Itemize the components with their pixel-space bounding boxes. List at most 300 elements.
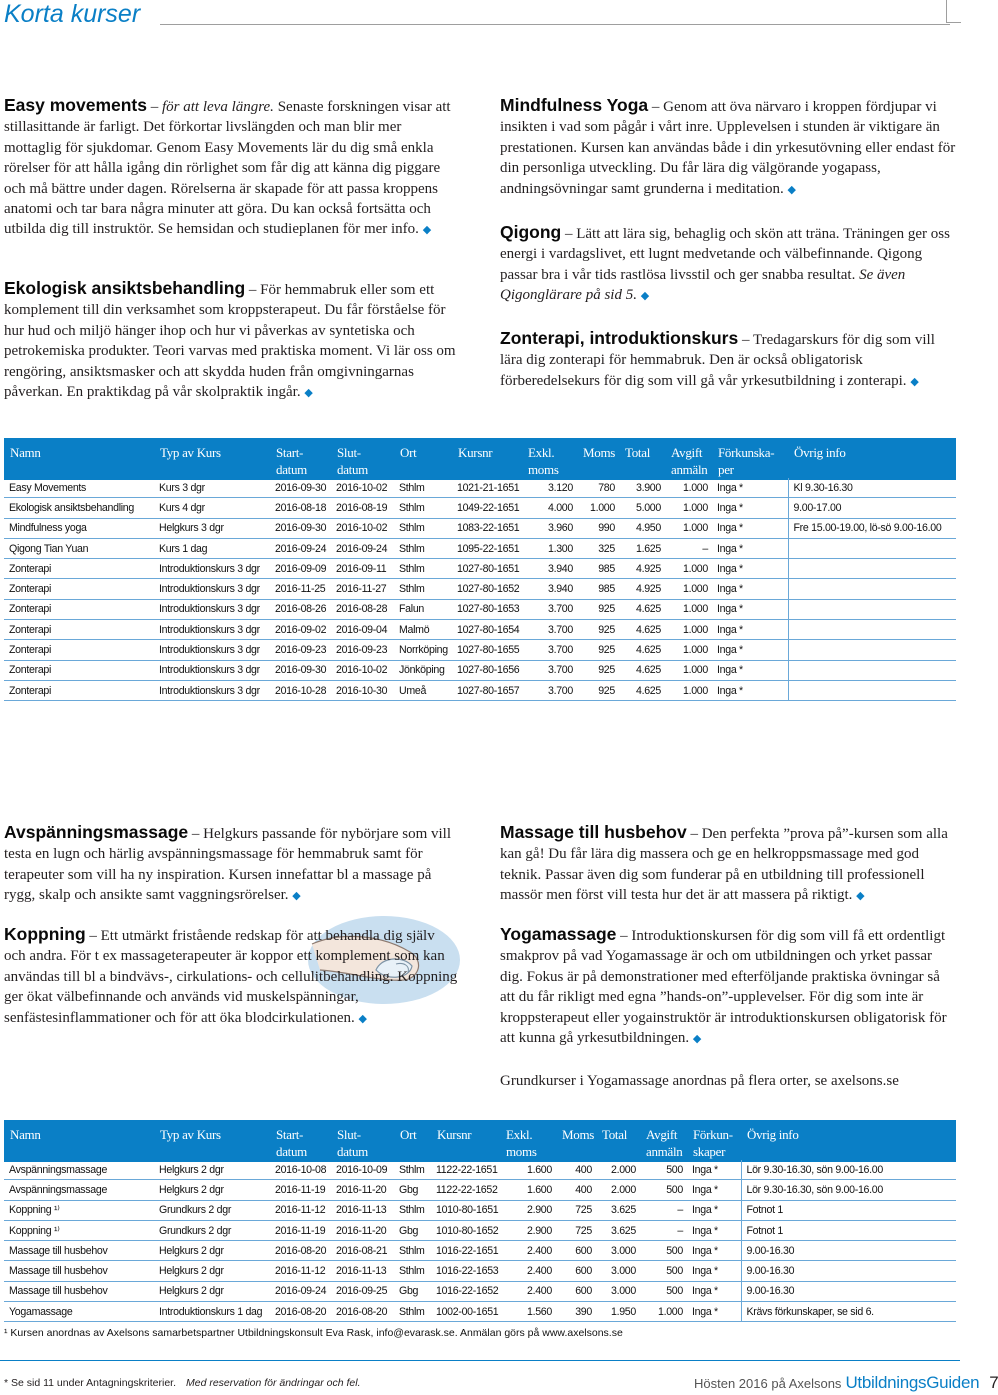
- table-row: [4, 1261, 956, 1281]
- table-cell: Sthlm: [394, 498, 452, 518]
- table-cell: 2016-11-19: [270, 1220, 331, 1240]
- table-cell: 2016-11-13: [331, 1261, 394, 1281]
- table-cell: Inga *: [712, 498, 788, 518]
- table-cell: 600: [556, 1281, 596, 1301]
- footer-reservation: Med reservation för ändringar och fel.: [186, 1377, 361, 1389]
- article-heading: Qigong: [500, 222, 562, 242]
- table-cell: 1.000: [640, 1302, 687, 1322]
- column-header: Avgift anmäln: [646, 1127, 683, 1159]
- table-cell: 1.000: [665, 620, 712, 640]
- table-cell: 4.625: [619, 599, 665, 619]
- brand-logo: UtbildningsGuiden: [845, 1373, 980, 1392]
- table-cell: Sthlm: [394, 1160, 431, 1180]
- table-cell: Sthlm: [394, 518, 452, 538]
- table-cell: Massage till husbehov: [4, 1241, 154, 1261]
- table-cell: 2.000: [596, 1180, 640, 1200]
- end-mark-icon: ◆: [292, 890, 301, 903]
- column-header: Slut- datum: [337, 1127, 368, 1159]
- table-cell: Inga *: [687, 1160, 741, 1180]
- table-cell: 600: [556, 1261, 596, 1281]
- table-cell: 1016-22-1651: [431, 1241, 500, 1261]
- table-cell: Introduktionskurs 3 dgr: [154, 660, 270, 680]
- table-row: [4, 1241, 956, 1261]
- table-cell: Koppning ¹⁾: [4, 1200, 154, 1220]
- table-cell: 1.300: [522, 538, 577, 558]
- table-cell: [788, 640, 956, 660]
- table-cell: 2016-09-02: [270, 620, 331, 640]
- table-cell: 1.000: [665, 559, 712, 579]
- column-header: Ort: [400, 445, 417, 460]
- table-cell: 2.900: [500, 1220, 556, 1240]
- table-cell: 2016-08-26: [270, 599, 331, 619]
- table-cell: 3.000: [596, 1261, 640, 1281]
- article-heading: Easy movements: [4, 95, 147, 115]
- table-cell: 4.925: [619, 579, 665, 599]
- article-body: Genom att öva närvaro i kroppen fördjupar vi insikten i vad som pågår i vårt inre. Upplevelsen i stunden är viktigare än prestationen. Kursen kan användas både i din yrkesutövning eller endast för din personliga utveckling. Du får lära dig välgörande yogapass, andningsövningar samt grunderna i meditation.: [500, 99, 956, 197]
- column-header: Förkun- skaper: [693, 1127, 733, 1159]
- table-row: [4, 620, 956, 640]
- table-cell: 1.000: [665, 599, 712, 619]
- table-cell: Easy Movements: [4, 478, 154, 498]
- table-cell: –: [640, 1220, 687, 1240]
- table-cell: Lör 9.30-16.30, sön 9.00-16.00: [741, 1180, 956, 1200]
- article-heading: Yogamassage: [500, 924, 617, 944]
- table-cell: 2016-11-12: [270, 1200, 331, 1220]
- table-cell: Inga *: [687, 1281, 741, 1301]
- table-cell: 600: [556, 1241, 596, 1261]
- table-cell: Sthlm: [394, 579, 452, 599]
- table-cell: Helgkurs 2 dgr: [154, 1281, 270, 1301]
- table-cell: 3.700: [522, 660, 577, 680]
- table-cell: Jönköping: [394, 660, 452, 680]
- table-cell: 1002-00-1651: [431, 1302, 500, 1322]
- table-cell: 2016-08-21: [331, 1241, 394, 1261]
- article-zonterapi: Zonterapi, introduktionskurs – Tredagarskurs för dig som vill lära dig zonterapi för hemmabruk. Den är också obligatorisk förberedelsekurs för dig som vill gå vår yrkesutbildning i zonterapi. ◆: [500, 328, 935, 389]
- table-cell: 925: [577, 660, 619, 680]
- table-cell: 4.950: [619, 518, 665, 538]
- table-cell: 925: [577, 680, 619, 700]
- table-cell: 925: [577, 599, 619, 619]
- table-cell: Zonterapi: [4, 599, 154, 619]
- table-cell: Avspänningsmassage: [4, 1180, 154, 1200]
- table-cell: 2016-09-23: [331, 640, 394, 660]
- table-cell: 2016-11-20: [331, 1220, 394, 1240]
- table-cell: Kurs 4 dgr: [154, 498, 270, 518]
- table-cell: Kl 9.30-16.30: [788, 478, 956, 498]
- table-row: [4, 1281, 956, 1301]
- column-header: Typ av Kurs: [160, 445, 221, 460]
- table-cell: 500: [640, 1160, 687, 1180]
- table-cell: 2.000: [596, 1160, 640, 1180]
- article-body: Ett utmärkt fristående redskap för att behandla dig själv och andra. För t ex massageterapeuter är koppor ett komplement som kan användas till bl a bindvävs-, cirkulations- och cellulitbehandling. Koppning ger ökat välbefinnande och används vid muskelspänningar, senfästesinflammationer och för att öka blodcirkulationen.: [4, 928, 458, 1026]
- end-mark-icon: ◆: [304, 387, 313, 400]
- table-cell: 1.000: [665, 640, 712, 660]
- footer-rule: [0, 1360, 960, 1361]
- table-cell: Inga *: [712, 620, 788, 640]
- table-cell: Introduktionskurs 3 dgr: [154, 599, 270, 619]
- table-cell: 1.000: [665, 478, 712, 498]
- table-cell: Norrköping: [394, 640, 452, 660]
- table-cell: 4.000: [522, 498, 577, 518]
- table-cell: 2016-11-25: [270, 579, 331, 599]
- article-heading: Massage till husbehov: [500, 822, 687, 842]
- table-cell: 2.900: [500, 1200, 556, 1220]
- column-header: Total: [625, 445, 651, 460]
- table-cell: Avspänningsmassage: [4, 1160, 154, 1180]
- table-cell: 390: [556, 1302, 596, 1322]
- table-cell: 9.00-16.30: [741, 1261, 956, 1281]
- article-body: Helgkurs passande för nybörjare som vill testa en lugn och härlig avspänningsmassage för hemmabruk samt för terapeuter som vill ha ny inspiration. Kursen innefattar bl a massage på rygg, skalp och ansikte samt vaggningsrörelser.: [4, 826, 452, 904]
- table-cell: [788, 620, 956, 640]
- table-cell: 4.625: [619, 660, 665, 680]
- table-cell: 2016-09-24: [270, 1281, 331, 1301]
- table-cell: 780: [577, 478, 619, 498]
- table-cell: Zonterapi: [4, 559, 154, 579]
- table-cell: 500: [640, 1261, 687, 1281]
- table-row: [4, 1180, 956, 1200]
- article-koppning: Koppning – Ett utmärkt fristående redskap för att behandla dig själv och andra. För t ex massageterapeuter är koppor ett komplement som kan användas till bl a bindvävs-, cirkulations- och cellulitbehandling. Koppning ger ökat välbefinnande och används vid muskelspänningar, senfästesinflammationer och för att öka blodcirkulationen. ◆: [4, 924, 458, 1026]
- table-cell: Zonterapi: [4, 640, 154, 660]
- table-row: [4, 680, 956, 700]
- table-cell: Inga *: [712, 518, 788, 538]
- end-mark-icon: ◆: [692, 1033, 702, 1046]
- table-cell: 1010-80-1651: [431, 1200, 500, 1220]
- header-rule: [160, 24, 950, 25]
- yogamassage-note: Grundkurser i Yogamassage anordnas på flera orter, se axelsons.se: [500, 1073, 899, 1089]
- table-row: [4, 559, 956, 579]
- course-table-1: [4, 438, 956, 701]
- end-mark-icon: ◆: [422, 224, 432, 237]
- table-cell: 3.700: [522, 640, 577, 660]
- table-row: [4, 498, 956, 518]
- table-cell: Zonterapi: [4, 680, 154, 700]
- table-cell: 2016-10-09: [331, 1160, 394, 1180]
- table-cell: 4.625: [619, 680, 665, 700]
- table-cell: Gbg: [394, 1180, 431, 1200]
- table-cell: 1122-22-1651: [431, 1160, 500, 1180]
- table-cell: 2016-09-23: [270, 640, 331, 660]
- table-row: [4, 1220, 956, 1240]
- table-cell: Fre 15.00-19.00, lö-sö 9.00-16.00: [788, 518, 956, 538]
- article-body: För hemmabruk eller som ett komplement till din verksamhet som kroppsterapeut. Du får förståelse för hur hud och miljö hänger ihop och hur vi påverkas av syntetiska och petrokemiska produkter. Teori varvas med praktiska moment. Vi lär oss om rengöring, ansiktsmasker och att skydda huden från omgivningarnas påverkan. En praktikdag på vår skolpraktik ingår.: [4, 282, 456, 401]
- column-header: Övrig info: [794, 445, 846, 460]
- table-cell: 1.000: [665, 660, 712, 680]
- table-cell: Inga *: [712, 559, 788, 579]
- table-cell: 3.625: [596, 1200, 640, 1220]
- table-cell: 1095-22-1651: [452, 538, 522, 558]
- table-cell: 3.960: [522, 518, 577, 538]
- table-cell: 2016-11-27: [331, 579, 394, 599]
- table-cell: Inga *: [712, 680, 788, 700]
- table-cell: 725: [556, 1200, 596, 1220]
- table-cell: 1.560: [500, 1302, 556, 1322]
- table-cell: 1016-22-1653: [431, 1261, 500, 1281]
- table-cell: Inga *: [687, 1200, 741, 1220]
- table-cell: 5.000: [619, 498, 665, 518]
- table-cell: 3.900: [619, 478, 665, 498]
- column-header: Kursnr: [437, 1127, 472, 1142]
- table-header-row: [4, 438, 956, 478]
- table-cell: Zonterapi: [4, 620, 154, 640]
- table-cell: –: [665, 538, 712, 558]
- table-cell: 1083-22-1651: [452, 518, 522, 538]
- table-cell: 1027-80-1653: [452, 599, 522, 619]
- table-cell: 1.000: [665, 518, 712, 538]
- table-cell: Sthlm: [394, 1302, 431, 1322]
- table-cell: Introduktionskurs 3 dgr: [154, 559, 270, 579]
- table-cell: 2016-10-08: [270, 1160, 331, 1180]
- table-cell: 2016-08-20: [270, 1302, 331, 1322]
- table-cell: 3.940: [522, 579, 577, 599]
- article-avspanningsmassage: Avspänningsmassage – Helgkurs passande för nybörjare som vill testa en lugn och härlig avspänningsmassage för hemmabruk samt för terapeuter som vill ha ny inspiration. Kursen innefattar bl a massage på rygg, skalp och ansikte samt vaggningsrörelser. ◆: [4, 822, 452, 904]
- table-row: [4, 1302, 956, 1322]
- table-header-row: [4, 1120, 956, 1160]
- table-cell: Inga *: [687, 1302, 741, 1322]
- article-qigong: Qigong – Lätt att lära sig, behaglig och skön att träna. Träningen ger oss energi i vardagslivet, ett lugnt medvetande och välbefinnande. Qigong passar bra i vår tids rastlösa livsstil och ger snabba resultat. Se även Qigonglärare på sid 5. ◆: [500, 222, 950, 304]
- table-cell: [788, 559, 956, 579]
- table-cell: Inga *: [712, 599, 788, 619]
- table-cell: 1049-22-1651: [452, 498, 522, 518]
- table-cell: 4.625: [619, 640, 665, 660]
- article-body: Introduktionskursen för dig som vill få ett ordentligt smakprov på vad Yogamassage är och om utbildningen och yrket passar dig. Fokus är på demonstrationer med efterföljande praktiska övningar så att du får rikligt med egna ”hands-on”-upplevelser. För dig som inte är kroppsterapeut eller yogainstruktör är introduktionskursen obligatorisk för att kunna gå yrkesutbildningen.: [500, 928, 947, 1047]
- table-cell: Inga *: [712, 478, 788, 498]
- article-yogamassage: Yogamassage – Introduktionskursen för dig som vill få ett ordentligt smakprov på vad Yogamassage är och om utbildningen och yrket passar dig. Fokus är på demonstrationer med efterföljande praktiska övningar så att du får rikligt med egna ”hands-on”-upplevelser. För dig som inte är kroppsterapeut eller yogainstruktör är introduktionskursen obligatorisk för att kunna gå yrkesutbildningen. ◆: [500, 924, 947, 1047]
- table-cell: 985: [577, 579, 619, 599]
- article-massage-till-husbehov: Massage till husbehov – Den perfekta ”prova på”-kursen som alla kan gå! Du får lära dig massera och ge en helkroppsmassage med god teknik. Passar även dig som funderar på en utbildning till professionell massör men först vill testa hur det är att massera på riktigt. ◆: [500, 822, 948, 904]
- article-note: Se även Qigonglärare på sid 5.: [500, 266, 906, 304]
- table-cell: Sthlm: [394, 1200, 431, 1220]
- article-body: Lätt att lära sig, behaglig och skön att träna. Träningen ger oss energi i vardagslivet, ett lugnt medvetande och välbefinnande. Qigong passar bra i vår tids rastlösa livsstil och ger snabba resultat.: [500, 226, 950, 283]
- table-row: [4, 579, 956, 599]
- table-cell: Falun: [394, 599, 452, 619]
- table-cell: 1027-80-1652: [452, 579, 522, 599]
- end-mark-icon: ◆: [856, 890, 865, 903]
- table-cell: 500: [640, 1180, 687, 1200]
- table-cell: 1.000: [665, 498, 712, 518]
- column-header: Total: [602, 1127, 628, 1142]
- table-cell: Inga *: [712, 538, 788, 558]
- column-header: Start- datum: [276, 1127, 307, 1159]
- table-cell: 1.000: [665, 680, 712, 700]
- table-cell: 990: [577, 518, 619, 538]
- end-mark-icon: ◆: [910, 375, 919, 388]
- table-cell: Helgkurs 2 dgr: [154, 1180, 270, 1200]
- table-cell: Kurs 3 dgr: [154, 478, 270, 498]
- table-cell: 1027-80-1654: [452, 620, 522, 640]
- table-cell: 1021-21-1651: [452, 478, 522, 498]
- table-cell: Fotnot 1: [741, 1200, 956, 1220]
- table-cell: Zonterapi: [4, 579, 154, 599]
- column-header: Exkl. moms: [528, 445, 559, 477]
- table-cell: 1122-22-1652: [431, 1180, 500, 1200]
- table-cell: 925: [577, 640, 619, 660]
- table-cell: 3.120: [522, 478, 577, 498]
- table-cell: Massage till husbehov: [4, 1281, 154, 1301]
- table-cell: 925: [577, 620, 619, 640]
- article-heading: Avspänningsmassage: [4, 822, 189, 842]
- table-cell: Fotnot 1: [741, 1220, 956, 1240]
- table-cell: 1010-80-1652: [431, 1220, 500, 1240]
- table-cell: Qigong Tian Yuan: [4, 538, 154, 558]
- course-table-2: [4, 1120, 956, 1322]
- table-row: [4, 538, 956, 558]
- table-cell: 2016-09-09: [270, 559, 331, 579]
- footer-brand: [694, 1373, 998, 1393]
- column-header: Kursnr: [458, 445, 493, 460]
- table-cell: Malmö: [394, 620, 452, 640]
- table-cell: 2016-10-30: [331, 680, 394, 700]
- table-cell: 2.400: [500, 1281, 556, 1301]
- table-cell: 2016-08-20: [270, 1241, 331, 1261]
- table-cell: [788, 680, 956, 700]
- table-cell: Zonterapi: [4, 660, 154, 680]
- table-cell: Kurs 1 dag: [154, 538, 270, 558]
- article-heading: Ekologisk ansiktsbehandling: [4, 278, 246, 298]
- table-cell: 1.600: [500, 1180, 556, 1200]
- table-cell: 1016-22-1652: [431, 1281, 500, 1301]
- table-cell: 2016-10-02: [331, 518, 394, 538]
- table-row: [4, 660, 956, 680]
- table-cell: 2016-10-28: [270, 680, 331, 700]
- table-cell: 1.600: [500, 1160, 556, 1180]
- table-cell: 2016-11-12: [270, 1261, 331, 1281]
- table-cell: 2016-09-04: [331, 620, 394, 640]
- table-cell: 3.700: [522, 620, 577, 640]
- table-cell: Introduktionskurs 3 dgr: [154, 640, 270, 660]
- end-mark-icon: ◆: [640, 290, 650, 303]
- column-header: Typ av Kurs: [160, 1127, 221, 1142]
- column-header: Start- datum: [276, 445, 307, 477]
- table-cell: [788, 660, 956, 680]
- table-cell: Helgkurs 3 dgr: [154, 518, 270, 538]
- column-header: Exkl. moms: [506, 1127, 537, 1159]
- table-cell: Introduktionskurs 3 dgr: [154, 620, 270, 640]
- table-cell: [788, 579, 956, 599]
- column-header: Moms: [562, 1127, 595, 1142]
- table-cell: 985: [577, 559, 619, 579]
- table-cell: Ekologisk ansiktsbehandling: [4, 498, 154, 518]
- article-ekologisk: Ekologisk ansiktsbehandling – För hemmabruk eller som ett komplement till din verksamhet som kroppsterapeut. Du får förståelse för hur hud och miljö hänger ihop och hur vi påverkas av syntetiska och petrokemiska produkter. Teori varvas med praktiska moment. Vi lär oss om rengöring, ansiktsmasker och att skydda huden från omgivningarnas påverkan. En praktikdag på vår skolpraktik ingår. ◆: [4, 278, 456, 401]
- table-cell: –: [640, 1200, 687, 1220]
- column-header: Ort: [400, 1127, 417, 1142]
- table-cell: 2016-09-11: [331, 559, 394, 579]
- page-number: 7: [989, 1373, 998, 1392]
- table-row: [4, 478, 956, 498]
- table-cell: 2016-10-02: [331, 478, 394, 498]
- table-cell: Grundkurs 2 dgr: [154, 1220, 270, 1240]
- table-cell: Helgkurs 2 dgr: [154, 1241, 270, 1261]
- table-cell: 9.00-16.30: [741, 1241, 956, 1261]
- table-cell: 2016-09-24: [270, 538, 331, 558]
- table-cell: 1027-80-1651: [452, 559, 522, 579]
- table-cell: 3.625: [596, 1220, 640, 1240]
- table-cell: Lör 9.30-16.30, sön 9.00-16.00: [741, 1160, 956, 1180]
- table-cell: 2.400: [500, 1261, 556, 1281]
- table-cell: 3.000: [596, 1241, 640, 1261]
- table-cell: 1027-80-1656: [452, 660, 522, 680]
- table-cell: 1.625: [619, 538, 665, 558]
- column-header: Övrig info: [747, 1127, 799, 1142]
- table-cell: Sthlm: [394, 538, 452, 558]
- table-cell: Sthlm: [394, 559, 452, 579]
- table-cell: 2016-11-20: [331, 1180, 394, 1200]
- table-cell: 2016-11-13: [331, 1200, 394, 1220]
- table-row: [4, 1160, 956, 1180]
- table-row: [4, 640, 956, 660]
- table-cell: Grundkurs 2 dgr: [154, 1200, 270, 1220]
- table-cell: Gbg: [394, 1281, 431, 1301]
- article-easy-movements: Easy movements – för att leva längre. Senaste forskningen visar att stillasittande är farligt. Det förkortar livslängden och man blir mer mottaglig för sjukdomar. Genom Easy Movements lär du dig små enkla rörelser för att hålla igång din rörlighet som får dig att känna dig piggare och må bättre under dagen. Rörelserna är skapade för att passa kroppens anatomi och tar bara några minuter att göra. Du kan också fortsätta och utbilda dig till instruktör. Se hemsidan och studieplanen för mer info. ◆: [4, 95, 451, 238]
- table-cell: 3.700: [522, 680, 577, 700]
- table-cell: Inga *: [687, 1261, 741, 1281]
- table-cell: 2016-09-30: [270, 660, 331, 680]
- table-cell: Introduktionskurs 3 dgr: [154, 680, 270, 700]
- table-cell: [788, 599, 956, 619]
- table-cell: 9.00-17.00: [788, 498, 956, 518]
- table-cell: Koppning ¹⁾: [4, 1220, 154, 1240]
- table-cell: 2016-09-24: [331, 538, 394, 558]
- table-cell: 325: [577, 538, 619, 558]
- table-cell: 2016-08-20: [331, 1302, 394, 1322]
- article-heading: Zonterapi, introduktionskurs: [500, 328, 739, 348]
- table-cell: 1027-80-1655: [452, 640, 522, 660]
- column-header: Avgift anmäln: [671, 445, 708, 477]
- table-cell: 1027-80-1657: [452, 680, 522, 700]
- table-cell: Gbg: [394, 1220, 431, 1240]
- column-header: Förkunska- per: [718, 445, 775, 477]
- table-row: [4, 599, 956, 619]
- table-cell: 3.000: [596, 1281, 640, 1301]
- table-cell: Sthlm: [394, 1241, 431, 1261]
- table-row: [4, 1200, 956, 1220]
- footer-criteria: * Se sid 11 under Antagningskriterier.: [4, 1377, 176, 1389]
- table-cell: 1.950: [596, 1302, 640, 1322]
- table-cell: 4.625: [619, 620, 665, 640]
- table-cell: Sthlm: [394, 478, 452, 498]
- table-cell: Helgkurs 2 dgr: [154, 1160, 270, 1180]
- column-header: Namn: [10, 1127, 41, 1142]
- article-body: Den perfekta ”prova på”-kursen som alla kan gå! Du får lära dig massera och ge en helkroppsmassage med god teknik. Passar även dig som funderar på en utbildning till professionell massör men först vill testa hur det är att massera på riktigt.: [500, 826, 948, 904]
- table-cell: 1.000: [577, 498, 619, 518]
- table-cell: 4.925: [619, 559, 665, 579]
- article-subtitle: för att leva längre.: [162, 99, 274, 115]
- table-cell: Inga *: [712, 660, 788, 680]
- article-body: Senaste forskningen visar att stillasittande är farligt. Det förkortar livslängden och man blir mer mottaglig för sjukdomar. Genom Easy Movements lär du dig små enkla rörelser för att hålla igång din rörlighet som får dig att känna dig piggare och må bättre under dagen. Rörelserna är skapade för att passa kroppens anatomi och tar bara några minuter att göra. Du kan också fortsätta och utbilda dig till instruktör. Se hemsidan och studieplanen för mer info.: [4, 99, 451, 238]
- table-cell: 2016-09-25: [331, 1281, 394, 1301]
- table-cell: Sthlm: [394, 1261, 431, 1281]
- table-cell: Massage till husbehov: [4, 1261, 154, 1281]
- footer-season: Hösten 2016 på Axelsons: [694, 1376, 842, 1391]
- column-header: Moms: [583, 445, 616, 460]
- table-cell: Introduktionskurs 3 dgr: [154, 579, 270, 599]
- table-cell: Inga *: [687, 1241, 741, 1261]
- table-cell: [788, 538, 956, 558]
- table-cell: 2016-08-28: [331, 599, 394, 619]
- table-cell: Helgkurs 2 dgr: [154, 1261, 270, 1281]
- table-cell: 2.400: [500, 1241, 556, 1261]
- table-cell: Introduktionskurs 1 dag: [154, 1302, 270, 1322]
- table-cell: Inga *: [687, 1180, 741, 1200]
- table-cell: Krävs förkunskaper, se sid 6.: [741, 1302, 956, 1322]
- end-mark-icon: ◆: [358, 1012, 367, 1025]
- table-cell: 9.00-16.30: [741, 1281, 956, 1301]
- table-cell: Mindfulness yoga: [4, 518, 154, 538]
- table-cell: 2016-09-30: [270, 518, 331, 538]
- table-cell: Umeå: [394, 680, 452, 700]
- table-cell: 3.940: [522, 559, 577, 579]
- table-cell: Inga *: [712, 579, 788, 599]
- table-row: [4, 518, 956, 538]
